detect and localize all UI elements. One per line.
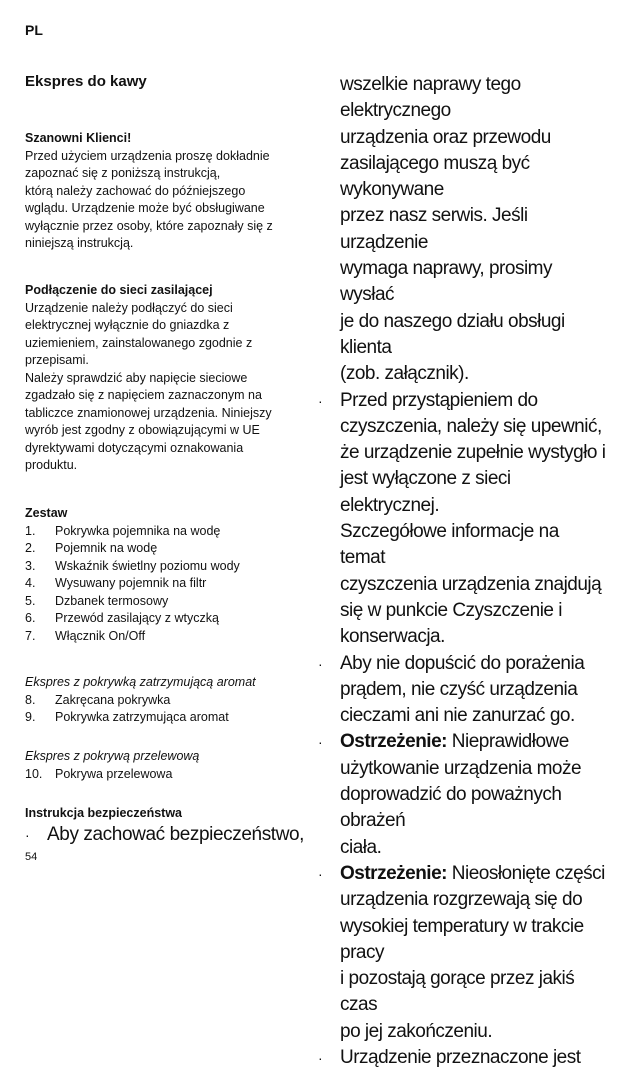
bullet-line: jest wyłączone z sieci elektrycznej. [340,468,511,516]
bullet-line: i pozostają gorące przez jakiś czas [340,968,575,1016]
variant1-title: Ekspres z pokrywką zatrzymującą aromat [25,675,256,689]
bullet-text: Aby zachować bezpieczeństwo, [47,824,305,845]
set-heading: Zestaw [25,506,68,520]
intro-section [25,130,307,253]
bullet-line: przez nasz serwis. Jeśli urządzenie [340,205,528,253]
bullet-line: urządzenia rozgrzewają się do [340,889,583,911]
bullet-line: zasilającego muszą być wykonywane [340,152,530,201]
set-item: 7. Włącznik On/Off [25,628,146,643]
intro-line: wglądu. Urządzenie może być obsługiwane [25,201,265,215]
safety-bullet [25,822,307,848]
bullet-line: Aby nie dopuścić do porażenia [340,652,585,674]
connection-line: Urządzenie należy podłączyć do sieci [25,300,233,315]
bullet-line: prądem, nie czyść urządzenia [340,678,578,700]
safety-bullet [318,651,606,730]
bullet-line: konserwacja. [340,626,445,648]
variant1-section [25,674,307,727]
safety-bullet [318,1045,606,1071]
bullet-line: doprowadzić do poważnych obrażeń [340,784,562,832]
connection-heading: Podłączenie do sieci zasilającej [25,283,213,297]
bullet-icon: · [318,1049,323,1066]
bullet-line: użytkowanie urządzenia może [340,757,582,779]
safety-bullet [318,729,606,860]
connection-line: uziemieniem, zainstalowanego zgodnie z [25,335,253,350]
bullet-line: się w punkcie Czyszczenie i [340,599,562,621]
bullet-line: wysokiej temperatury w trakcie pracy [340,915,584,963]
bullet-line: Ostrzeżenie: Nieosłonięte części [340,862,605,884]
bullet-line: urządzenia oraz przewodu [340,126,551,148]
connection-line: zgadzało się z napięciem zaznaczonym na [25,388,262,402]
connection-line: Należy sprawdzić aby napięcie sieciowe [25,370,248,385]
bullet-line: (zob. załącznik). [340,363,469,385]
intro-line: Przed użyciem urządzenia proszę dokładnie [25,148,270,163]
warning-label: Ostrzeżenie: [340,862,447,884]
bullet-line: cieczami ani nie zanurzać go. [340,705,575,727]
variant2-section [25,748,307,783]
bullet-icon: · [318,392,323,409]
document-title: Ekspres do kawy [25,73,147,90]
connection-section [25,282,307,475]
bullet-line: czyszczenia, należy się upewnić, [340,415,602,437]
safety-bullet [318,388,606,651]
language-code: PL [25,22,43,38]
safety-heading: Instrukcja bezpieczeństwa [25,806,183,820]
bullet-icon: · [318,865,323,882]
bullet-line: Przed przystąpieniem do [340,389,538,411]
connection-line: elektrycznej wyłącznie do gniazdka z [25,318,230,332]
bullet-line: je do naszego działu obsługi klienta [340,310,565,358]
bullet-icon: · [318,734,323,751]
bullet-line: że urządzenie zupełnie wystygło i [340,442,606,464]
set-item: 3. Wskaźnik świetlny poziomu wody [25,558,240,573]
safety-bullet [318,861,606,1045]
connection-line: tabliczce znamionowej urządzenia. Niniejszy [25,405,272,420]
bullet-icon: · [318,655,323,672]
connection-line: produktu. [25,458,78,472]
set-item: 1. Pokrywka pojemnika na wodę [25,523,221,538]
connection-line: przepisami. [25,353,89,367]
intro-line: którą należy zachować do późniejszego [25,183,246,198]
connection-line: wyrób jest zgodny z obowiązującymi w UE [25,423,260,437]
bullet-continuation [318,72,606,388]
set-item: 8. Zakręcana pokrywka [25,692,171,707]
bullet-line: Urządzenie przeznaczone jest [340,1046,581,1068]
set-item: 9. Pokrywka zatrzymująca aromat [25,710,229,724]
intro-line: wyłącznie przez osoby, które zapoznały się z [25,218,273,233]
set-item: 4. Wysuwany pojemnik na filtr [25,576,207,590]
bullet-line: czyszczenia urządzenia znajdują [340,573,602,595]
bullet-line: wszelkie naprawy tego elektrycznego [340,74,521,122]
set-item: 6. Przewód zasilający z wtyczką [25,611,219,625]
set-section [25,505,307,645]
bullet-line: ciała. [340,836,382,858]
set-item: 5. Dzbanek termosowy [25,593,169,608]
set-item: 10. Pokrywa przelewowa [25,766,173,781]
bullet-line: po jej zakończeniu. [340,1020,493,1042]
bullet-icon: · [25,827,30,843]
safety-heading-block [25,805,307,823]
bullet-line: wymaga naprawy, prosimy wysłać [340,258,553,306]
warning-label: Ostrzeżenie: [340,731,447,753]
bullet-line: Szczegółowe informacje na temat [340,521,559,569]
variant2-title: Ekspres z pokrywą przelewową [25,749,200,763]
intro-line: niniejszą instrukcją. [25,236,134,250]
bullet-line: Ostrzeżenie: Nieprawidłowe [340,731,569,753]
intro-line: zapoznać się z poniższą instrukcją, [25,166,221,180]
page-number: 54 [25,851,38,863]
set-item: 2. Pojemnik na wodę [25,541,158,555]
intro-heading: Szanowni Klienci! [25,131,132,145]
connection-line: dyrektywami dotyczącymi oznakowania [25,440,244,455]
right-column [318,72,606,1071]
